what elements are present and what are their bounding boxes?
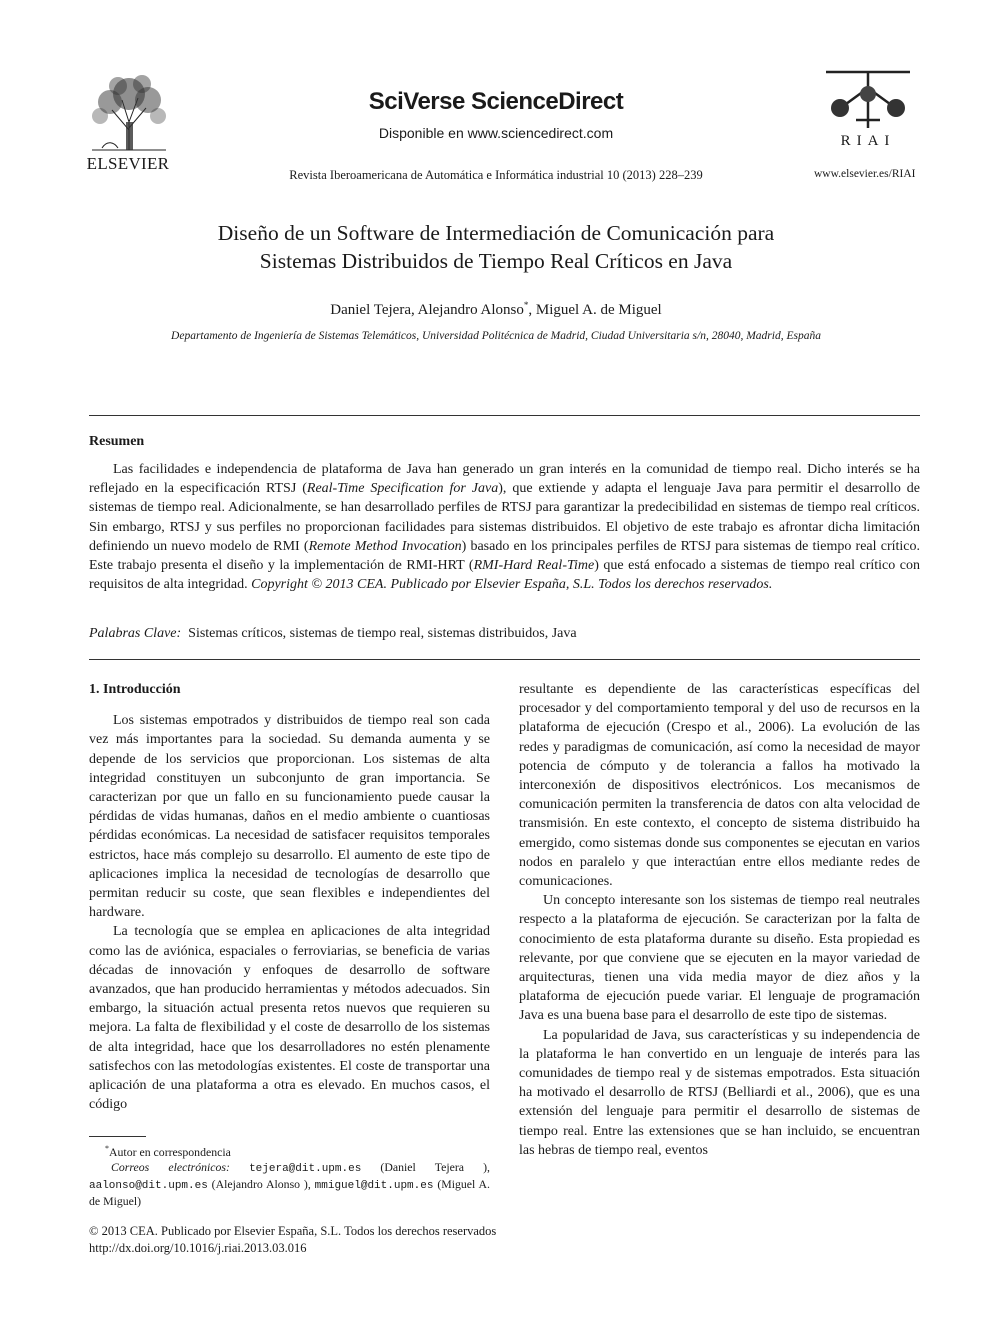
riai-url-link[interactable]: www.elsevier.es/RIAI <box>814 168 916 180</box>
email-owner-1: (Daniel Tejera ), <box>361 1159 490 1174</box>
abstract-copyright: Copyright © 2013 CEA. Publicado por Elsevier España, S.L. Todos los derechos reservados. <box>251 577 773 593</box>
footer-copyright: © 2013 CEA. Publicado por Elsevier España, S.L. Todos los derechos reservados <box>89 1224 497 1238</box>
elsevier-wordmark: ELSEVIER <box>86 154 170 173</box>
authors-part-1: Daniel Tejera, Alejandro Alonso <box>330 302 524 318</box>
left-paragraph-2: La tecnología que se emplea en aplicaciones de alta integridad como las de aviónica, espaciales o ferroviarias, se beneficia de varias décadas de innovación y enfoques de desarrollo de software avanzados, que han producido herramientas y métodos adecuados. Sin embargo, la situación actual presenta retos nuevos que requieren su mejora. La falta de flexibilidad y el coste de desarrollo de los sistemas de alta integridad, hace que los desarrolladores no estén plenamente satisfechos con las metodologías existentes. El coste de transportar una aplicación de una plataforma a otra es elevado. En muchos casos, el código <box>89 924 490 1113</box>
abstract-heading: Resumen <box>89 434 145 449</box>
emails-label: Correos electrónicos: <box>111 1159 230 1174</box>
right-column <box>519 680 920 1160</box>
keywords-list: Sistemas críticos, sistemas de tiempo real, sistemas distribuidos, Java <box>188 626 577 641</box>
keywords <box>89 626 577 642</box>
title-line-1: Diseño de un Software de Intermediación de Comunicación para <box>217 221 775 245</box>
abstract-seg-4: ) que está enfocado a sistemas de tiempo real crítico con requisitos de alta integridad. <box>89 558 920 593</box>
abstract-italic-2: Remote Method Invocation <box>308 538 462 554</box>
footnote-divider <box>89 1136 146 1137</box>
abstract-text <box>89 460 920 594</box>
doi-link[interactable]: http://dx.doi.org/10.1016/j.riai.2013.03.016 <box>89 1241 307 1255</box>
right-paragraph-2: Un concepto interesante son los sistemas de tiempo real neutrales respecto a la plataforma de ejecución. Se caracterizan por la falta de conocimiento de esta plataforma durante su diseño. Esta propiedad es relevante, por que conviene que se ejecuten en la mayor variedad de arquitecturas, tienen una vida media mayor de diez años y la plataforma de ejecución puede variar. El lenguaje de programación Java es una buena base para el desarrollo de este tipo de sistemas. <box>519 893 920 1024</box>
availability-line[interactable]: Disponible en www.sciencedirect.com <box>378 125 614 141</box>
email-link-1[interactable]: tejera@dit.upm.es <box>249 1162 362 1175</box>
paper-title <box>80 219 912 275</box>
left-column <box>89 680 490 1114</box>
authors-part-2: , Miguel A. de Miguel <box>528 302 662 318</box>
section-heading: 1. Introducción <box>89 682 181 697</box>
divider-top <box>89 415 920 416</box>
email-owner-2: (Alejandro Alonso ), <box>207 1176 315 1191</box>
email-link-2[interactable]: aalonso@dit.upm.es <box>89 1179 208 1192</box>
footnote-corresponding-text: Autor en correspondencia <box>109 1144 231 1159</box>
page-footer <box>89 1223 496 1257</box>
authors <box>0 300 992 319</box>
riai-wordmark: RIAI <box>840 133 896 149</box>
divider-bottom <box>89 659 920 660</box>
footnote-emails <box>89 1160 490 1209</box>
riai-logo <box>826 70 910 132</box>
right-paragraph-1: resultante es dependiente de las características específicas del procesador y del comportamiento temporal y del uso de recursos en la plataforma de ejecución (Crespo et al., 2006). La evolución de las redes y paradigmas de comunicación, así como la necesidad de mayor potencia de cómputo y de tolerancia a fallos ha motivado la interconexión de dispositivos electrónicos. Los mecanismos de comunicación permiten la transferencia de datos con alta velocidad de transmisión. En este contexto, el concepto de sistema distribuido ha emergido, como sistemas donde sus componentes se ejecutan en varios nodos en paralelo y que interactúan entre ellos mediante redes de comunicaciones. <box>519 682 920 890</box>
affiliation: Departamento de Ingeniería de Sistemas Telemáticos, Universidad Politécnica de Madrid, Ciudad Universitaria s/n, 28040, Madrid, España <box>171 330 821 342</box>
footnote-mark: * <box>105 1144 109 1153</box>
abstract-seg-2: ), que extiende y adapta el lenguaje Java para permitir el desarrollo de sistemas de tiempo real. Adicionalmente, se han desarrollado perfiles de RTSJ para garantizar la predecibilidad en sistemas de tiempo real críticos. Sin embargo, RTSJ y sus perfiles no proporcionan facilidades para sistemas distribuidos. El objetivo de este trabajo es afrontar dicha limitación definiendo un nuevo modelo de RMI ( <box>89 481 920 554</box>
abstract-italic-1: Real-Time Specification for Java <box>306 481 499 497</box>
email-owner-3: (Miguel A. de Miguel) <box>89 1176 490 1208</box>
title-line-2: Sistemas Distribuidos de Tiempo Real Críticos en Java <box>259 249 733 273</box>
footnote-corresponding <box>89 1141 490 1160</box>
left-paragraph-1: Los sistemas empotrados y distribuidos de tiempo real son cada vez más importantes para la sociedad. Su demanda aumenta y se depende de los servicios que proporcionan. Los sistemas de alta integridad constituyen un subconjunto de gran importancia. Se caracterizan por que un fallo en su funcionamiento puede causar la pérdidas de vidas humanas, daños en el medio ambiente o cuantiosas pérdidas económicas. La necesidad de satisfacer requisitos temporales estrictos, hace más complejo su desarrollo. El aumento de este tipo de aplicaciones implica la necesidad de tecnologías de desarrollo que permitan reducir su coste, que sean flexibles e independientes del hardware. <box>89 713 490 921</box>
keywords-label: Palabras Clave: <box>89 626 182 641</box>
right-paragraph-3: La popularidad de Java, sus características y su independencia de la plataforma le han convertido en un lenguaje de interés para las comunidades de tiempo real y de sistemas empotrados. Esta situación ha motivado el desarrollo de RTSJ (Belliardi et al., 2006), que es una extensión del lenguaje para permitir el desarrollo de sistemas de tiempo real. Entre las extensiones que se han incluido, se encuentran las hebras de tiempo real, eventos <box>519 1027 920 1158</box>
footnotes <box>89 1141 490 1209</box>
journal-citation: Revista Iberoamericana de Automática e Informática industrial 10 (2013) 228–239 <box>289 168 703 182</box>
email-link-3[interactable]: mmiguel@dit.upm.es <box>314 1179 434 1192</box>
abstract-seg-3: ) basado en los principales perfiles de RTSJ para sistemas de tiempo real crítico. Este trabajo presenta el diseño y la implementación de RMI-HRT ( <box>89 538 920 574</box>
corresponding-mark[interactable]: * <box>523 300 529 310</box>
platform-title: SciVerse ScienceDirect <box>368 88 624 115</box>
abstract-italic-3: RMI-Hard Real-Time <box>473 558 595 574</box>
abstract-seg-1: Las facilidades e independencia de plataforma de Java han generado un gran interés en la comunidad de tiempo real. Dicho interés se ha reflejado en la especificación RTSJ ( <box>89 462 920 497</box>
